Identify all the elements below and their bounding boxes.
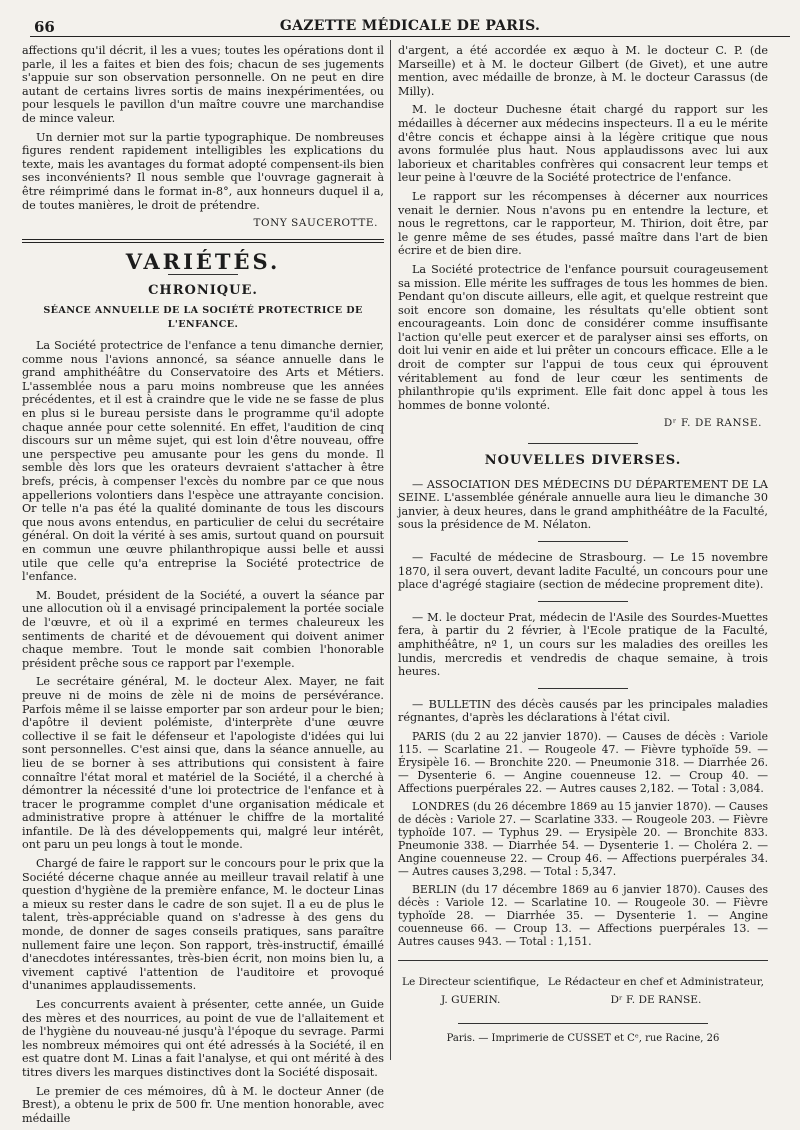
stats-paris: PARIS (du 2 au 22 janvier 1870). — Causes de décès : Variole 115. — Scarlatine 21. — Rougeole 47. — Fièvre typhoïde 59. — Érysipèle 16. — Bronchite 220. — Pneumonie 318. — Diarrhée 26. — Dysenterie 6. — Angine couenneuse 12. — Croup 40. — Affections puerpérales 22. — Autres causes 2,182. — Total : 3,084. [398, 729, 768, 795]
news-item: — BULLETIN des décès causés par les principales maladies régnantes, d'après les déclarations à l'état civil. [398, 697, 768, 725]
left-column [22, 44, 384, 1130]
director-name: J. GUERIN. [441, 993, 501, 1006]
signature-saucerotte: TONY SAUCEROTTE. [253, 217, 378, 230]
section-title-varietes: VARIÉTÉS. [125, 248, 281, 274]
journal-title: GAZETTE MÉDICALE DE PARIS. [279, 18, 541, 34]
editor-role: Le Rédacteur en chef et Administrateur, [547, 975, 764, 988]
stats-berlin: BERLIN (du 17 décembre 1869 au 6 janvier 1870). Causes des décès : Variole 12. — Scarlatine 10. — Rougeole 30. — Fièvre typhoïde 28. — Diarrhée 35. — Dysenterie 1. — Angine couenneuse 66. — Croup 13. — Affections puerpérales 13. — Autres causes 943. — Total : 1,151. [398, 882, 768, 948]
news-divider [538, 541, 628, 542]
article-paragraph: La Société protectrice de l'enfance poursuit courageusement sa mission. Elle mérite les suffrages de tous les hommes de bien. Pendant qu'on discute ailleurs, elle agit, et quelque restreint que soit encore son domaine, les résultats qu'elle obtient sont encourageants. Loin donc de considérer comme insuffisante l'action qu'elle peut exercer et de paralyser ainsi ses efforts, on doit lui venir en aide et lui prêter un concours efficace. Elle a le droit de compter sur l'appui de tous ceux qui éprouvent véritablement au fond de leur cœur les sentiments de philanthropie qu'ils expriment. Elle fait donc appel à tous les hommes de bonne volonté. [398, 262, 768, 412]
signature-de-ranse: Dʳ F. DE RANSE. [663, 417, 762, 430]
page-header [30, 18, 790, 37]
news-divider [538, 688, 628, 689]
article-title-seance: SÉANCE ANNUELLE DE LA SOCIÉTÉ PROTECTRICE DE L'ENFANCE. [43, 304, 363, 330]
article-paragraph: La Société protectrice de l'enfance a tenu dimanche dernier, comme nous l'avions annoncé, sa séance annuelle dans le grand amphithéâtre du Conservatoire des Arts et Métiers. L'assemblée nous a paru moins nombreuse que les années précédentes, et il est à craindre que le vide ne se fasse de plus en plus si le bureau persiste dans le programme qu'il adopte chaque année pour cette solennité. En effet, l'audition de cinq discours sur un même sujet, qui est loin d'être nouveau, offre une perspective peu amusante pour les gens du monde. Il semble dès lors que les orateurs devraient s'attacher à être brefs, précis, à compenser l'excès du nombre par ce que nous appellerions volontiers dans l'espèce une attrayante concision. Or telle n'a pas été la qualité dominante de tous les discours que nous avons entendus, en particulier de celui du secrétaire général. On doit la vérité à ses amis, surtout quand on poursuit en commun une œuvre philanthropique aussi belle et aussi utile que celle qu'a entreprise la Société protectrice de l'enfance. [22, 339, 384, 584]
article-paragraph: Le premier de ces mémoires, dû à M. le docteur Anner (de Brest), a obtenu le prix de 500 fr. Une mention honorable, avec médaille [22, 1084, 384, 1125]
article-paragraph: Chargé de faire le rapport sur le concours pour le prix que la Société décerne chaque année au meilleur travail relatif à une question d'hygiène de la première enfance, M. le docteur Linas a mieux su rester dans le cadre de son sujet. Il a eu de plus le talent, très-appréciable quand on s'adresse à des gens du monde, de donner de sages conseils pratiques, sans paraître nullement faire une leçon. Son rapport, très-instructif, émaillé d'anecdotes intéressantes, très-bien écrit, non moins bien lu, a vivement captivé l'attention de l'auditoire et provoqué d'unanimes applaudissements. [22, 857, 384, 993]
news-item: — Faculté de médecine de Strasbourg. — Le 15 novembre 1870, il sera ouvert, devant ladite Faculté, un concours pour une place d'agrégé stagiaire (section de médecine proprement dite). [398, 551, 768, 592]
printer-rule [458, 1023, 708, 1024]
article-paragraph: Le rapport sur les récompenses à décerner aux nourrices venait le dernier. Nous n'avons pu en entendre la lecture, et nous le regrettons, car le rapporteur, M. Thirion, doit être, par le genre même de ses études, passé maître dans l'art de bien écrire et de bien dire. [398, 189, 768, 258]
news-divider [538, 601, 628, 602]
article-paragraph: d'argent, a été accordée ex æquo à M. le docteur C. P. (de Marseille) et à M. le docteur Gilbert (de Givet), et une autre mention, avec médaille de bronze, à M. le docteur Carassus (de Milly). [398, 44, 768, 98]
review-paragraph: affections qu'il décrit, il les a vues; toutes les opérations dont il parle, il les a faites et bien des fois; chacun de ses jugements s'appuie sur son observation personnelle. On ne peut en dire autant de certains livres sortis de mains inexpérimentées, ou pour lesquels le pavillon d'un maître couvre une marchandise de mince valeur. [22, 44, 384, 125]
article-paragraph: Le secrétaire général, M. le docteur Alex. Mayer, ne fait preuve ni de moins de zèle ni de moins de persévérance. Parfois même il se laisse emporter par son ardeur pour le bien; d'apôtre il devient polémiste, d'interprète d'une œuvre collective il se fait le défenseur et l'apologiste d'idées qui lui sont personnelles. C'est ainsi que, dans la séance annuelle, au lieu de se borner à ses attributions qui consistent à faire connaître l'état moral et matériel de la Société, il a cherché à démontrer la nécessité d'une loi protectrice de l'enfance et à tracer le programme complet d'une organisation médicale et administrative propre à atténuer le chiffre de la mortalité infantile. De là des développements qui, malgré leur intérêt, ont paru un peu longs à tout le monde. [22, 675, 384, 852]
news-item: — ASSOCIATION DES MÉDECINS DU DÉPARTEMENT DE LA SEINE. L'assemblée générale annuelle aura lieu le dimanche 30 janvier, à deux heures, dans le grand amphithéâtre de la Faculté, sous la présidence de M. Nélaton. [398, 477, 768, 532]
section-divider [22, 239, 384, 243]
editor-name: Dʳ F. DE RANSE. [610, 993, 702, 1006]
editorial-footer [398, 973, 768, 1009]
news-item: — M. le docteur Prat, médecin de l'Asile des Sourdes-Muettes fera, à partir du 2 février, à l'Ecole pratique de la Faculté, amphithéâtre, nº 1, un cours sur les maladies des oreilles les lundis, mercredis et vendredis de chaque semaine, à trois heures. [398, 610, 768, 679]
article-paragraph: Les concurrents avaient à présenter, cette année, un Guide des mères et des nourrices, au point de vue de l'allaitement et de l'hygiène du nouveau-né jusqu'à l'époque du sevrage. Parmi les nombreux mémoires qui ont été adressés à la Société, il en est quatre dont M. Linas a fait l'analyse, et qui ont mérité à des titres divers les marques distinctives dont la Société disposait. [22, 998, 384, 1079]
printer-line: Paris. — Imprimerie de CUSSET et Cᵉ, rue Racine, 26 [446, 1032, 720, 1044]
review-paragraph: Un dernier mot sur la partie typographique. De nombreuses figures rendent rapidement intelligibles les explications du texte, mais les avantages du format adopté compensent-ils bien ses inconvénients? Il nous semble que l'ouvrage gagnerait à être réimprimé dans le format in-8°, aux honneurs duquel il a, de toutes manières, le droit de prétendre. [22, 130, 384, 212]
footer-divider [398, 960, 768, 961]
article-paragraph: M. le docteur Duchesne était chargé du rapport sur les médailles à décerner aux médecins inspecteurs. Il a eu le mérite d'être concis et échappe ainsi à la légère critique que nous avons formulée plus haut. Nous applaudissons avec lui aux laborieux et charitables confrères qui consacrent leur temps et leur peine à l'œuvre de la Société protectrice de l'enfance. [398, 103, 768, 185]
stats-londres: LONDRES (du 26 décembre 1869 au 15 janvier 1870). — Causes de décès : Variole 27. — Scarlatine 333. — Rougeole 203. — Fièvre typhoïde 107. — Typhus 29. — Erysipèle 20. — Bronchite 833. Pneumonie 338. — Diarrhée 54. — Dysenterie 1. — Choléra 2. — Angine couenneuse 22. — Croup 46. — Affections puerpérales 34. — Autres causes 3,298. — Total : 5,347. [398, 799, 768, 878]
page-number: 66 [34, 18, 55, 36]
right-column [398, 44, 768, 1046]
column-divider [390, 40, 391, 1060]
article-paragraph: M. Boudet, président de la Société, a ouvert la séance par une allocution où il a envisagé principalement la portée sociale de l'œuvre, et où il a exprimé en termes chaleureux les sentiments de charité et de dévouement qui doivent animer chaque membre. Tout le monde sait combien l'honorable président prêche sous ce rapport par l'exemple. [22, 588, 384, 670]
director-role: Le Directeur scientifique, [402, 975, 540, 988]
title-rule [168, 274, 238, 275]
section-title-chronique: CHRONIQUE. [148, 283, 258, 299]
section-title-nouvelles: NOUVELLES DIVERSES. [484, 453, 682, 469]
section-divider [528, 443, 638, 444]
